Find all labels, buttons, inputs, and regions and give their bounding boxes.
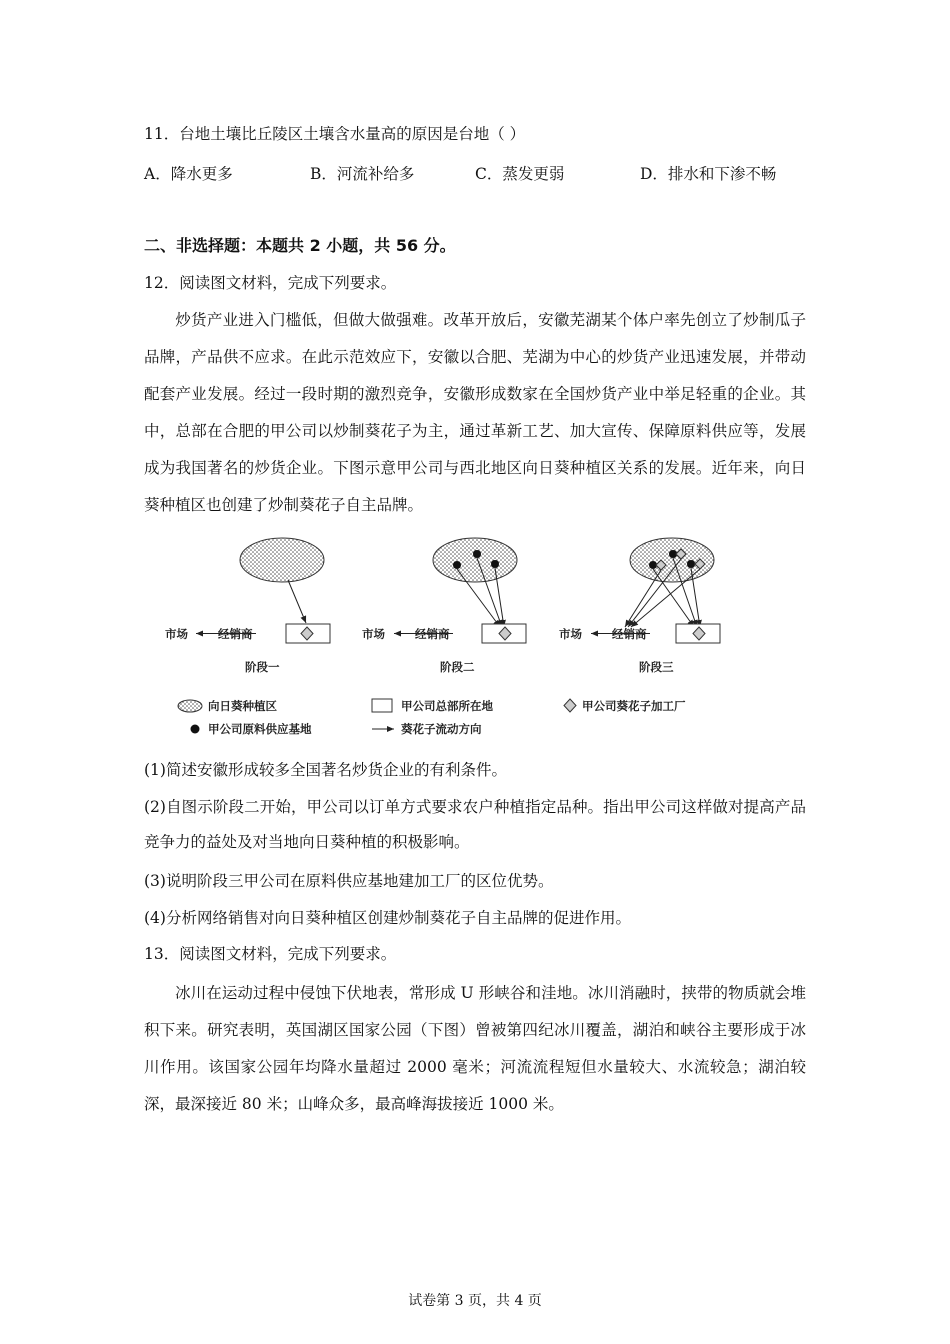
legend-factory: 甲公司葵花子加工厂 <box>582 699 686 713</box>
q12-passage <box>144 302 806 524</box>
supply-base-dot <box>453 561 461 569</box>
legend-flow: 葵花子流动方向 <box>401 722 482 736</box>
q11-option-c[interactable]: C．蒸发更弱 <box>475 165 565 183</box>
q11-stem: 11．台地土壤比丘陵区土壤含水量高的原因是台地（ ） <box>144 125 526 143</box>
sunflower-supply-diagram <box>140 535 740 745</box>
section-heading: 二、非选择题：本题共 2 小题，共 56 分。 <box>144 236 456 255</box>
legend-sunflower-symbol <box>178 700 202 712</box>
legend-supply-symbol <box>191 725 200 734</box>
sunflower-area-1 <box>240 538 324 582</box>
dealer-label: 经销商 <box>415 627 450 641</box>
market-label: 市场 <box>362 627 385 641</box>
q12-sub-4: (4)分析网络销售对向日葵种植区创建炒制葵花子自主品牌的促进作用。 <box>144 909 631 927</box>
stage-label: 阶段一 <box>245 660 280 674</box>
q13-stem: 13．阅读图文材料，完成下列要求。 <box>144 945 397 963</box>
q11-option-d[interactable]: D．排水和下渗不畅 <box>640 165 777 183</box>
legend <box>178 699 686 736</box>
legend-factory-symbol <box>564 699 576 712</box>
page-footer: 试卷第 3 页，共 4 页 <box>408 1293 542 1309</box>
legend-sunflower-area: 向日葵种植区 <box>208 699 277 713</box>
q11-option-a[interactable]: A．降水更多 <box>144 165 233 183</box>
flow-arrow <box>625 570 661 627</box>
supply-base-dot <box>687 560 695 568</box>
legend-hq-symbol <box>372 699 392 712</box>
supply-base-dot <box>491 560 499 568</box>
market-label: 市场 <box>165 627 188 641</box>
dealer-label: 经销商 <box>612 627 647 641</box>
q12-sub-3: (3)说明阶段三甲公司在原料供应基地建加工厂的区位优势。 <box>144 872 554 890</box>
q12-sub-1: (1)简述安徽形成较多全国著名炒货企业的有利条件。 <box>144 761 507 779</box>
stage-label: 阶段三 <box>639 660 674 674</box>
flow-arrow <box>288 580 306 623</box>
supply-base-dot <box>473 550 481 558</box>
stage-three <box>559 538 720 674</box>
legend-hq: 甲公司总部所在地 <box>401 699 493 713</box>
stage-label: 阶段二 <box>440 660 475 674</box>
market-label: 市场 <box>559 627 582 641</box>
sunflower-area-2 <box>433 538 517 582</box>
dealer-label: 经销商 <box>218 627 253 641</box>
stage-two <box>362 538 526 674</box>
q13-passage <box>144 975 806 1123</box>
q11-option-b[interactable]: B．河流补给多 <box>310 165 415 183</box>
q12-stem: 12．阅读图文材料，完成下列要求。 <box>144 274 397 292</box>
stage-one <box>165 538 330 674</box>
legend-supply-base: 甲公司原料供应基地 <box>208 722 312 736</box>
q13-passage-text: 冰川在运动过程中侵蚀下伏地表，常形成 U 形峡谷和洼地。冰川消融时，挟带的物质就会堆积下来。研究表明，英国湖区国家公园（下图）曾被第四纪冰川覆盖，湖泊和峡谷主要形成于冰川作用。该国家公园年均降水量超过 2000 毫米；河流流程短但水量较大、水流较急；湖泊较深，最深接近 80 米；山峰众多，最高峰海拔接近 1000 米。 <box>144 984 806 1113</box>
q12-sub-2: (2)自图示阶段二开始，甲公司以订单方式要求农户种植指定品种。指出甲公司这样做对提高产品竞争力的益处及对当地向日葵种植的积极影响。 <box>144 798 806 851</box>
q12-passage-text: 炒货产业进入门槛低，但做大做强难。改革开放后，安徽芜湖某个体户率先创立了炒制瓜子品牌，产品供不应求。在此示范效应下，安徽以合肥、芜湖为中心的炒货产业迅速发展，并带动配套产业发展。经过一段时期的激烈竞争，安徽形成数家在全国炒货产业中举足轻重的企业。其中，总部在合肥的甲公司以炒制葵花子为主，通过革新工艺、加大宣传、保障原料供应等，发展成为我国著名的炒货企业。下图示意甲公司与西北地区向日葵种植区关系的发展。近年来，向日葵种植区也创建了炒制葵花子自主品牌。 <box>144 311 806 514</box>
